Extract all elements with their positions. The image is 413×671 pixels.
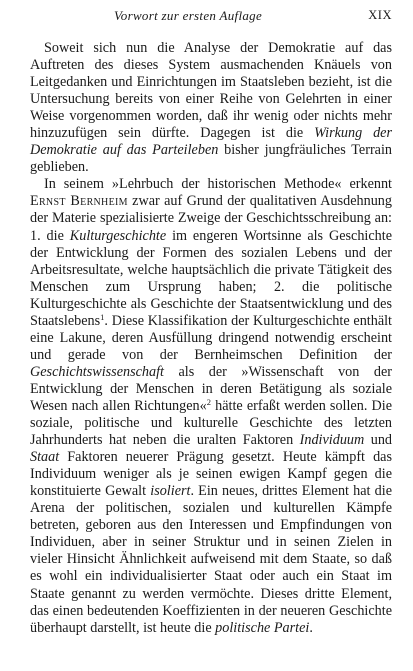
text-run: zwar auf Grund der qualitativen Ausdehnung der Materie spezialisierte Zweige der Geschichtsschreibung an: 1. die: [30, 193, 392, 244]
text-run: bisher jungfräuliches Terrain geblieben.: [30, 142, 393, 176]
emphasis-text: Individuum: [299, 432, 365, 449]
text-run: In seinem »Lehrbuch der historischen Methode« erkennt: [44, 176, 392, 193]
text-run: . Diese Klassifikation der Kulturgeschichte enthält eine Lakune, deren Ausfüllung dringend notwendig erscheint und gerade von der Bernheimschen Definition der: [30, 312, 392, 363]
text-run: und: [364, 432, 393, 449]
emphasis-text: politische Partei: [215, 619, 310, 636]
footnote-marker: 2: [206, 396, 211, 407]
text-run: Soweit sich nun die Analyse der Demokratie auf das Auftreten des dieses System ausmachenden Knäuels von Leitgedanken und Einrichtungen im Staatsleben bezieht, ist die Untersuchung bereits von einer Reihe von Gelehrten in einer Weise vorgenommen worden, daß ihr wenig oder nichts mehr hinzuzufügen sein dürfte. Dagegen ist die: [30, 40, 392, 142]
author-name: Ernst Bernheim: [30, 193, 128, 210]
book-page: [30, 8, 392, 637]
page-number: XIX: [368, 8, 392, 22]
emphasis-text: isoliert: [150, 483, 191, 500]
paragraph-bernheim: [30, 176, 392, 636]
emphasis-text: Staat: [30, 449, 60, 466]
text-run: im engeren Wortsinne als Geschichte der Entwicklung der Formen des sozialen Lebens und der Arbeitsresultate, welche hauptsächlich die private Tätigkeit des Menschen zum Ursprung haben; 2. die politische Kulturgeschichte als Geschichte der Staatsentwicklung und des Staatslebens: [30, 227, 392, 329]
emphasis-text: Kulturgeschichte: [69, 227, 167, 244]
text-run: hätte erfaßt werden sollen. Die soziale, politische und kulturelle Geschichte des letzten Jahrhunderts hat neben die uralten Faktoren: [30, 397, 392, 449]
running-title: Vorwort zur ersten Auflage: [114, 8, 263, 23]
text-run: .: [309, 619, 313, 636]
running-head: [30, 8, 392, 26]
body-text: [30, 40, 392, 637]
emphasis-text: Geschichtswissenschaft: [30, 363, 164, 380]
footnote-marker: 1: [100, 311, 105, 322]
emphasis-text: Wirkung der Demokratie auf das Parteileben: [30, 125, 392, 159]
text-run: als der »Wissenschaft von der Entwicklung der Menschen in deren Betätigung als soziale Wesen nach allen Richtungen«: [30, 363, 392, 414]
text-run: Faktoren neuerer Prägung gesetzt. Heute kämpft das Individuum weniger als je seinen ewigen Kampf gegen die konstituierte Gewalt: [30, 449, 392, 500]
text-run: . Ein neues, drittes Element hat die Arena der politischen, sozialen und kulturellen Kämpfe betreten, geboren aus den Interessen und Empfindungen von Individuen, aber in seiner Struktur und in seinen Zielen in vieler Hinsicht Ähnlichkeit aufweisend mit dem Staate, so daß es wohl ein individualisierter Staat oder auch ein Staat im Staate genannt zu werden vermöchte. Dieses dritte Element, das einen bedeutenden Koeffizienten in der neueren Geschichte überhaupt darstellt, ist heute die: [30, 483, 392, 636]
paragraph-democracy-analysis: [30, 40, 392, 176]
